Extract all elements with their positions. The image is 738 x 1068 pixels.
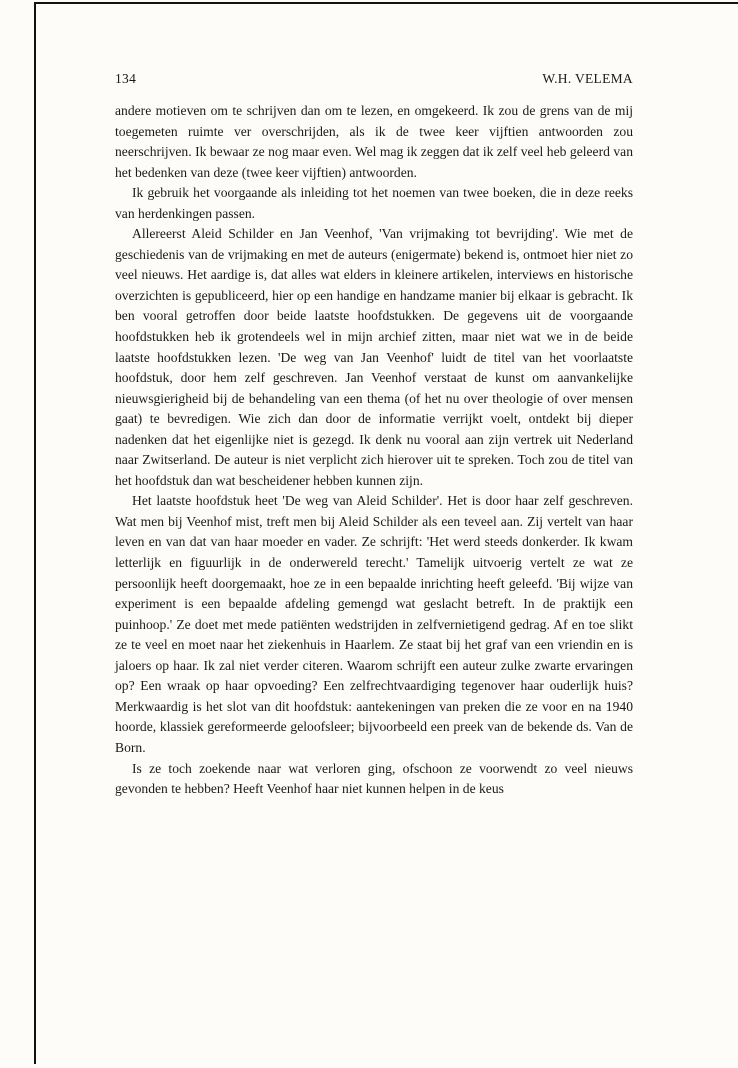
page-number: 134	[115, 71, 137, 86]
paragraph: Het laatste hoofdstuk heet 'De weg van Aleid Schilder'. Het is door haar zelf geschreven. Wat men bij Veenhof mist, treft men bij Aleid Schilder als een teveel aan. Zij vertelt van haar leven en van dat van haar moeder en vader. Ze schrijft: 'Het werd steeds donkerder. Ik kwam letterlijk en figuurlijk in de onderwereld terecht.' Tamelijk uitvoerig vertelt ze wat ze persoonlijk heeft doorgemaakt, hoe ze in een bepaalde inrichting heeft geleefd. 'Bij wijze van experiment is een bepaalde afdeling gemengd wat geslacht betreft. In de praktijk een puinhoop.' Ze doet met mede patiënten wedstrijden in zelfvernietigend gedrag. Af en toe slikt ze te veel en moet naar het ziekenhuis in Haarlem. Ze staat bij het graf van een vriendin en is jaloers op haar. Ik zal niet verder citeren. Waarom schrijft een auteur zulke zwarte ervaringen op? Een wraak op haar opvoeding? Een zelfrechtvaardiging tegenover haar ouderlijk huis? Merkwaardig is het slot van dit hoofdstuk: aantekeningen van preken die ze voor en na 1940 hoorde, klassiek gereformeerde geloofsleer; bijvoorbeeld een preek van de bekende ds. Van de Born.	[115, 493, 633, 755]
running-head	[115, 71, 633, 91]
paragraph: Is ze toch zoekende naar wat verloren ging, ofschoon ze voorwendt zo veel nieuws gevonden te hebben? Heeft Veenhof haar niet kunnen helpen in de keus	[115, 760, 633, 797]
paragraph: Ik gebruik het voorgaande als inleiding tot het noemen van twee boeken, die in deze reeks van herdenkingen passen.	[115, 185, 633, 221]
body-text	[115, 101, 633, 800]
scan-border-top	[34, 2, 738, 4]
paragraph: Allereerst Aleid Schilder en Jan Veenhof, 'Van vrijmaking tot bevrijding'. Wie met de geschiedenis van de vrijmaking en met de auteurs (enigermate) bekend is, ontmoet hier niet zo veel nieuws. Het aardige is, dat alles wat elders in kleinere artikelen, interviews en historische overzichten is gepubliceerd, hier op een handige en handzame manier bij elkaar is gebracht. Ik ben vooral getroffen door beide laatste hoofdstukken. De gegevens uit de voorgaande hoofdstukken heb ik grotendeels wel in mijn archief zitten, maar niet wat we in de beide laatste hoofdstukken lezen. 'De weg van Jan Veenhof' luidt de titel van het voorlaatste hoofdstuk, door hem zelf geschreven. Jan Veenhof verstaat de kunst om aanvankelijke nieuwsgierigheid bij de behandeling van een thema (of het nu over theologie of over mensen gaat) te bevredigen. Wie zich dan door de informatie verrijkt voelt, ontdekt bij dieper nadenken dat het eigenlijke niet is gezegd. Ik denk nu vooral aan zijn vertrek uit Nederland naar Zwitserland. De auteur is niet verplicht zich hierover uit te spreken. Toch zou de titel van het hoofdstuk dan wat bescheidener hebben kunnen zijn.	[115, 226, 633, 488]
paragraph: andere motieven om te schrijven dan om te lezen, en omgekeerd. Ik zou de grens van de mij toegemeten ruimte ver overschrijden, als ik de twee keer vijftien antwoorden zou neerschrijven. Ik bewaar ze nog maar even. Wel mag ik zeggen dat ik zelf veel heb geleerd van het bedenken van deze (twee keer vijftien) antwoorden.	[115, 103, 633, 180]
scan-border-left	[34, 2, 36, 1064]
running-head-author: W.H. VELEMA	[542, 71, 633, 86]
